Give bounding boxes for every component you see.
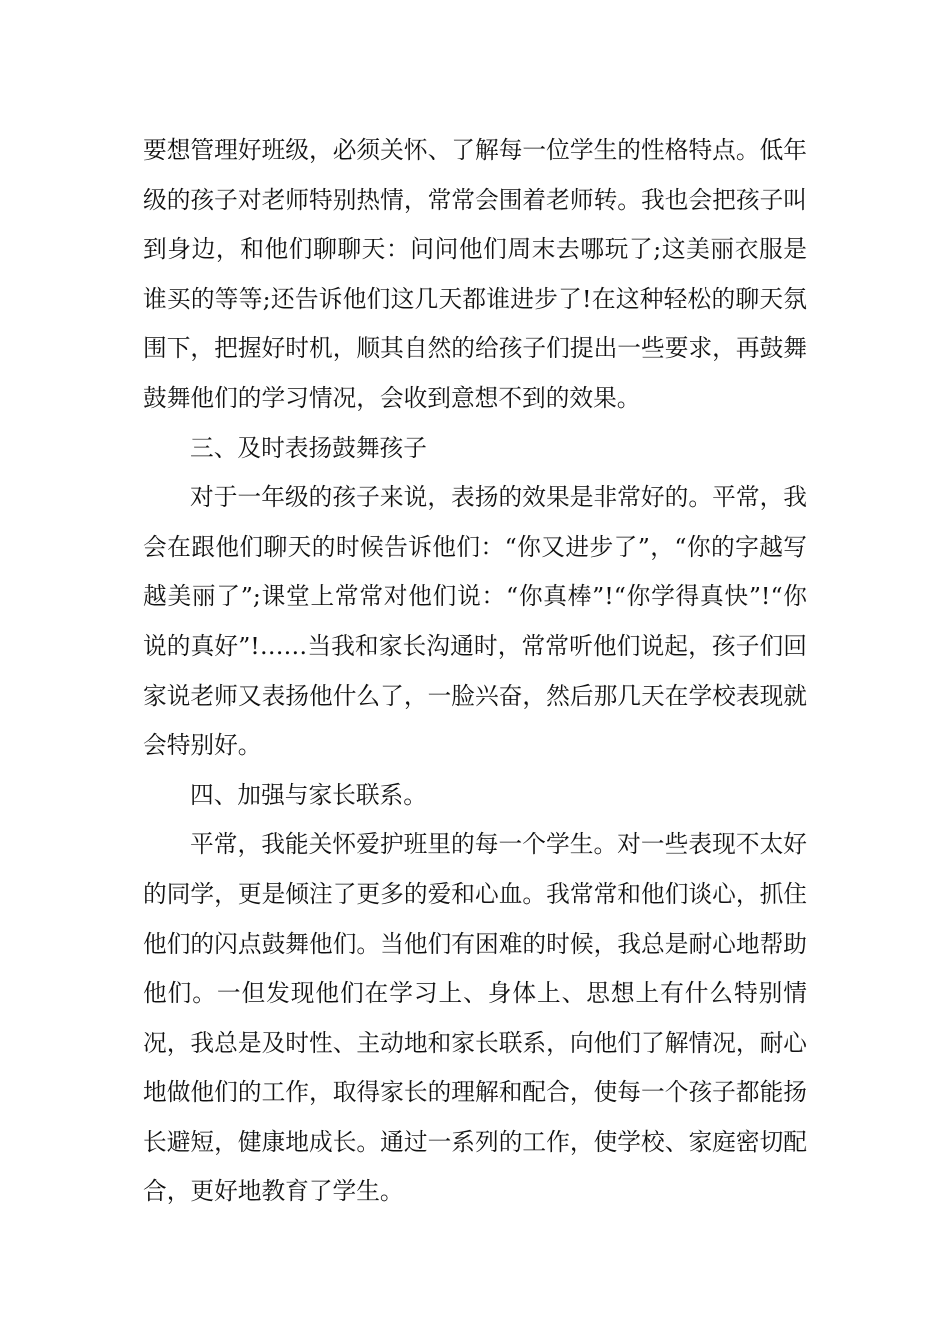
document-body — [143, 126, 807, 1217]
paragraph-parent-contact: 平常，我能关怀爱护班里的每一个学生。对一些表现不太好的同学，更是倾注了更多的爱和心血。我常常和他们谈心，抓住他们的闪点鼓舞他们。当他们有困难的时候，我总是耐心地帮助他们。一但发现他们在学习上、身体上、思想上有什么特别情况，我总是及时性、主动地和家长联系，向他们了解情况，耐心地做他们的工作，取得家长的理解和配合，使每一个孩子都能扬长避短，健康地成长。通过一系列的工作，使学校、家庭密切配合，更好地教育了学生。 — [143, 830, 807, 1206]
paragraph-praise: 对于一年级的孩子来说，表扬的效果是非常好的。平常，我会在跟他们聊天的时候告诉他们：“你又进步了”，“你的字越写越美丽了”;课堂上常常对他们说：“你真棒”!“你学得真快”!“你说的真好”!……当我和家长沟通时，常常听他们说起，孩子们回家说老师又表扬他什么了，一脸兴奋，然后那几天在学校表现就会特别好。 — [143, 483, 807, 760]
heading-parent-contact: 四、加强与家长联系。 — [190, 780, 427, 809]
paragraph-class-management: 要想管理好班级，必须关怀、了解每一位学生的性格特点。低年级的孩子对老师特别热情，常常会围着老师转。我也会把孩子叫到身边，和他们聊聊天：问问他们周末去哪玩了;这美丽衣服是谁买的等等;还告诉他们这几天都谁进步了!在这种轻松的聊天氛围下，把握好时机，顺其自然的给孩子们提出一些要求，再鼓舞鼓舞他们的学习情况，会收到意想不到的效果。 — [143, 136, 807, 412]
heading-praise-encourage: 三、及时表扬鼓舞孩子 — [190, 433, 427, 462]
